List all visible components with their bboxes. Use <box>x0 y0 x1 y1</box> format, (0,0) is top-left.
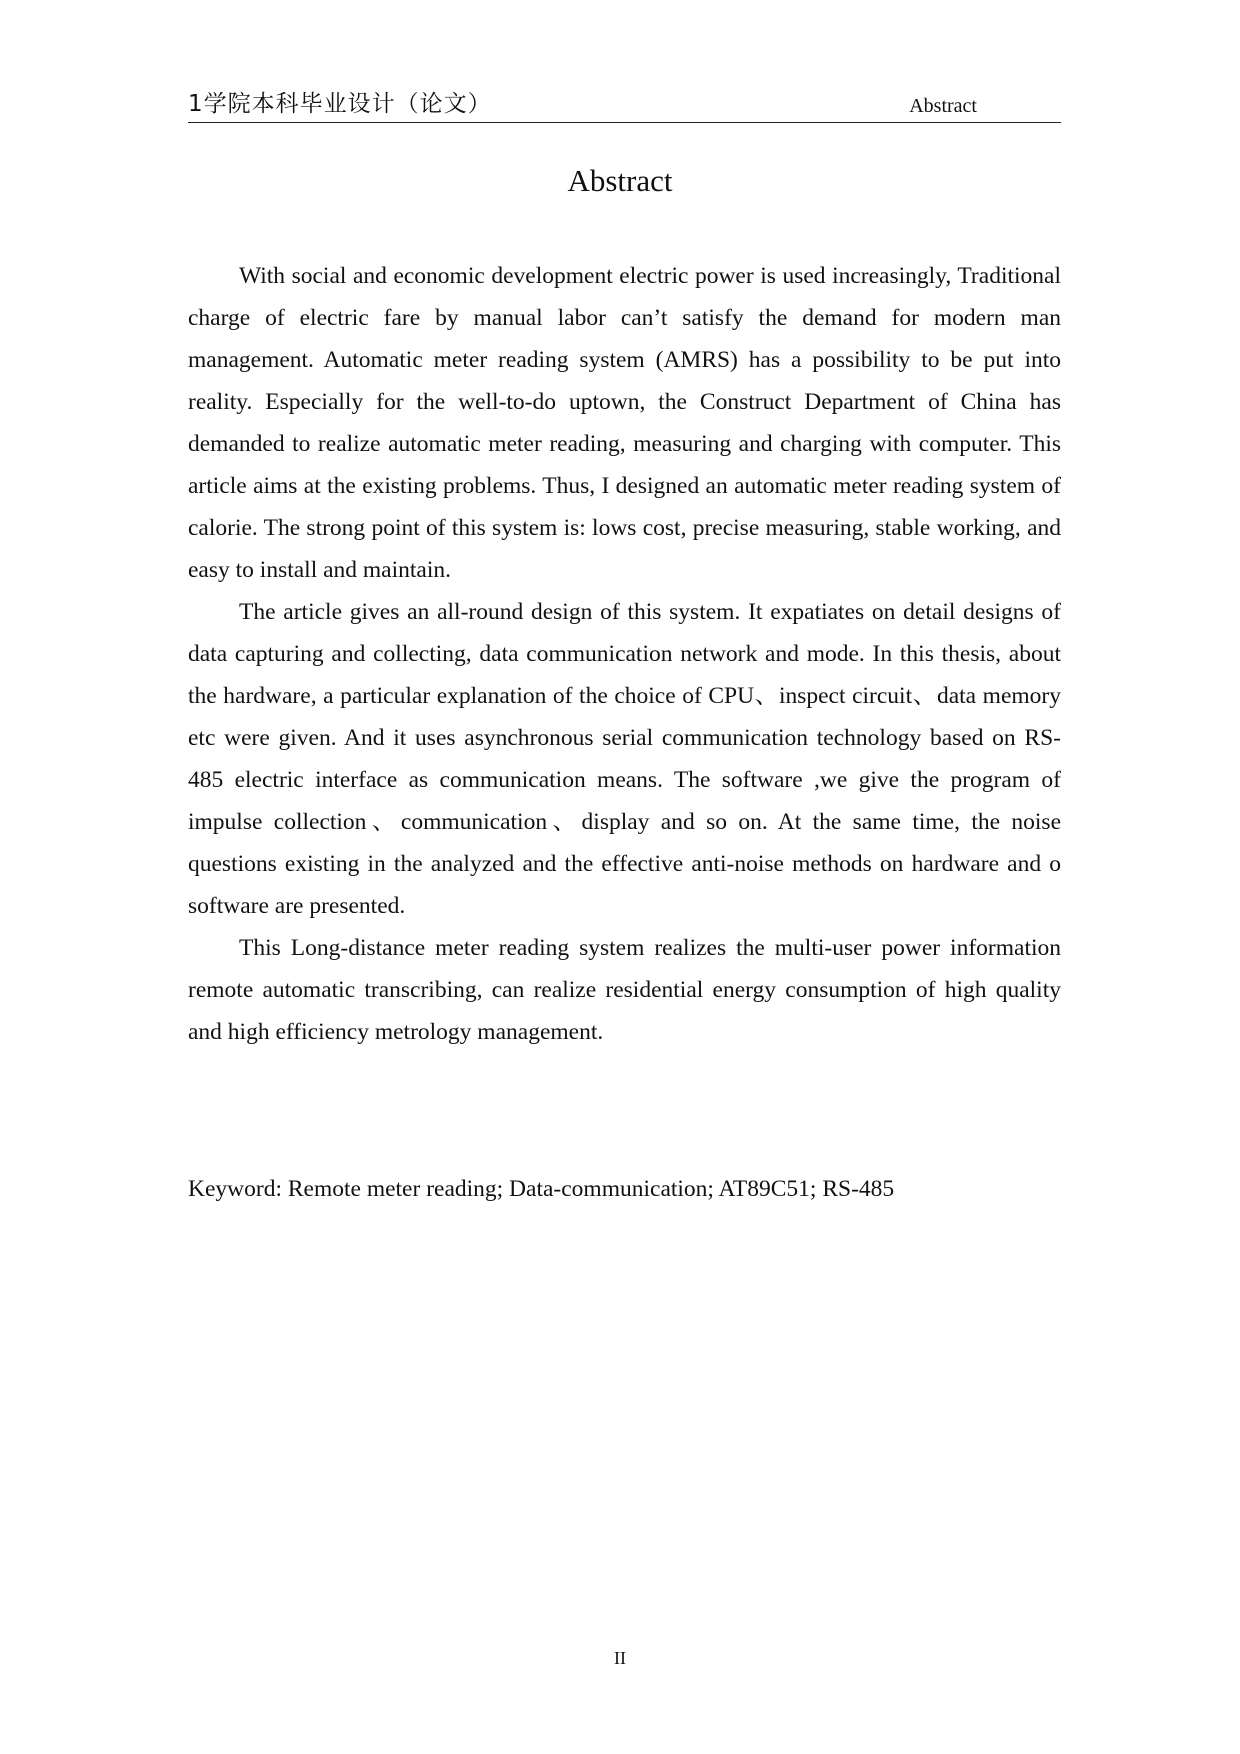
abstract-paragraph-3: This Long-distance meter reading system realizes the multi-user power information remote automatic transcribing, can realize residential energy consumption of high quality and high efficiency metrology management. <box>188 935 1061 1045</box>
running-header <box>188 86 1061 123</box>
keywords-line: Keyword: Remote meter reading; Data-communication; AT89C51; RS-485 <box>188 1176 895 1202</box>
abstract-paragraph-1: With social and economic development electric power is used increasingly, Traditional charge of electric fare by manual labor can’t satisfy the demand for modern man management. Automatic meter reading system (AMRS) has a possibility to be put into reality. Especially for the well-to-do uptown, the Construct Department of China has demanded to realize automatic meter reading, measuring and charging with computer. This article aims at the existing problems. Thus, I designed an automatic meter reading system of calorie. The strong point of this system is: lows cost, precise measuring, stable working, and easy to install and maintain. <box>188 263 1061 583</box>
header-section-label: Abstract <box>909 95 977 117</box>
page-title: Abstract <box>567 163 673 198</box>
abstract-body <box>188 255 1061 1053</box>
header-thesis-label: 1学院本科毕业设计（论文） <box>188 91 492 117</box>
abstract-paragraph-2: The article gives an all-round design of this system. It expatiates on detail designs of data capturing and collecting, data communication network and mode. In this thesis, about the hardware, a particular explanation of the choice of CPU、inspect circuit、data memory etc were given. And it uses asynchronous serial communication technology based on RS-485 electric interface as communication means. The software ,we give the program of impulse collection、communication、display and so on. At the same time, the noise questions existing in the analyzed and the effective anti-noise methods on hardware and o software are presented. <box>188 599 1061 919</box>
page-number: II <box>614 1648 626 1668</box>
